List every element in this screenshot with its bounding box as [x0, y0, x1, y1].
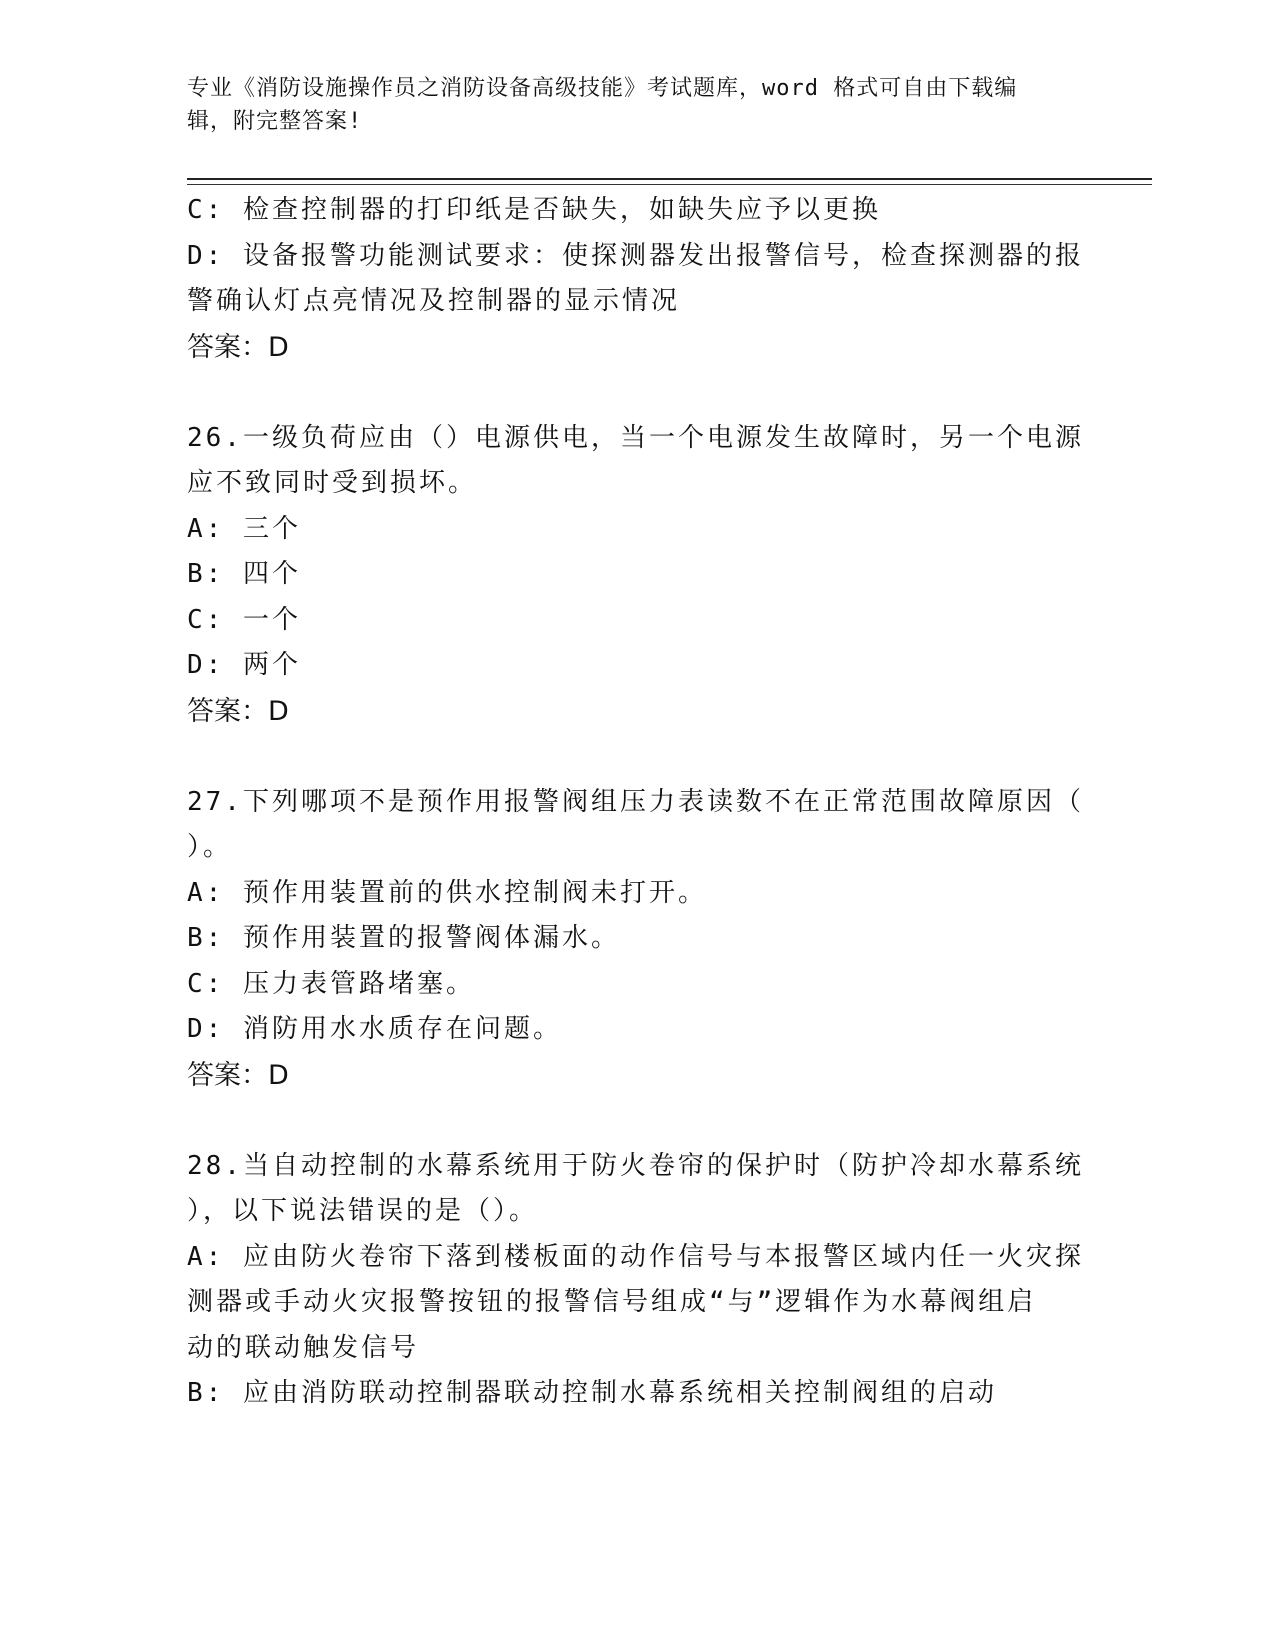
- option-a-line-3: 动的联动触发信号: [187, 1332, 420, 1363]
- option-d: D: 消防用水水质存在问题。: [187, 1014, 562, 1044]
- option-a-line-1: A: 应由防火卷帘下落到楼板面的动作信号与本报警区域内任一火灾探: [187, 1241, 1084, 1272]
- option-d-line-1: D: 设备报警功能测试要求：使探测器发出报警信号，检查探测器的报: [187, 240, 1084, 271]
- option-c: C: 一个: [187, 604, 301, 635]
- option-d-line-2: 警确认灯点亮情况及控制器的显示情况: [187, 286, 681, 316]
- header-divider-thin: [187, 184, 1152, 185]
- option-c: C: 压力表管路堵塞。: [187, 968, 475, 999]
- option-a-line-2: 测器或手动火灾报警按钮的报警信号组成“与”逻辑作为水幕阀组启: [187, 1287, 1037, 1317]
- header-line-2: 辑，附完整答案!: [187, 109, 363, 134]
- option-d: D: 两个: [187, 650, 301, 680]
- answer: 答案：D: [187, 1059, 289, 1091]
- spacer: [187, 1098, 1067, 1144]
- question-27: [187, 780, 1084, 1099]
- option-a: A: 三个: [187, 513, 301, 544]
- option-a: A: 预作用装置前的供水控制阀未打开。: [187, 877, 707, 908]
- question-stem-line-2: 应不致同时受到损坏。: [187, 468, 478, 498]
- answer: 答案：D: [187, 695, 289, 727]
- option-b: B: 四个: [187, 559, 301, 589]
- question-stem-line-1: 28.当自动控制的水幕系统用于防火卷帘的保护时（防护冷却水幕系统: [187, 1150, 1084, 1181]
- question-stem-line-1: 27.下列哪项不是预作用报警阀组压力表读数不在正常范围故障原因（: [187, 786, 1084, 817]
- page-header: [187, 72, 1067, 138]
- question-stem-line-2: ），以下说法错误的是（）。: [187, 1196, 539, 1226]
- document-body: [187, 188, 1084, 1417]
- question-25-tail: [187, 188, 1084, 370]
- header-line-1: 专业《消防设施操作员之消防设备高级技能》考试题库，word 格式可自由下载编: [187, 76, 1018, 101]
- spacer: [187, 734, 1067, 780]
- header-divider-thick: [187, 178, 1152, 180]
- question-28: [187, 1144, 1084, 1417]
- question-26: [187, 416, 1084, 735]
- question-stem-line-2: ）。: [187, 832, 233, 862]
- answer: 答案：D: [187, 331, 289, 363]
- option-b: B: 预作用装置的报警阀体漏水。: [187, 923, 620, 953]
- spacer: [187, 370, 1067, 416]
- option-c: C: 检查控制器的打印纸是否缺失，如缺失应予以更换: [187, 195, 881, 225]
- option-b: B: 应由消防联动控制器联动控制水幕系统相关控制阀组的启动: [187, 1378, 997, 1408]
- question-stem-line-1: 26.一级负荷应由（）电源供电，当一个电源发生故障时，另一个电源: [187, 422, 1084, 453]
